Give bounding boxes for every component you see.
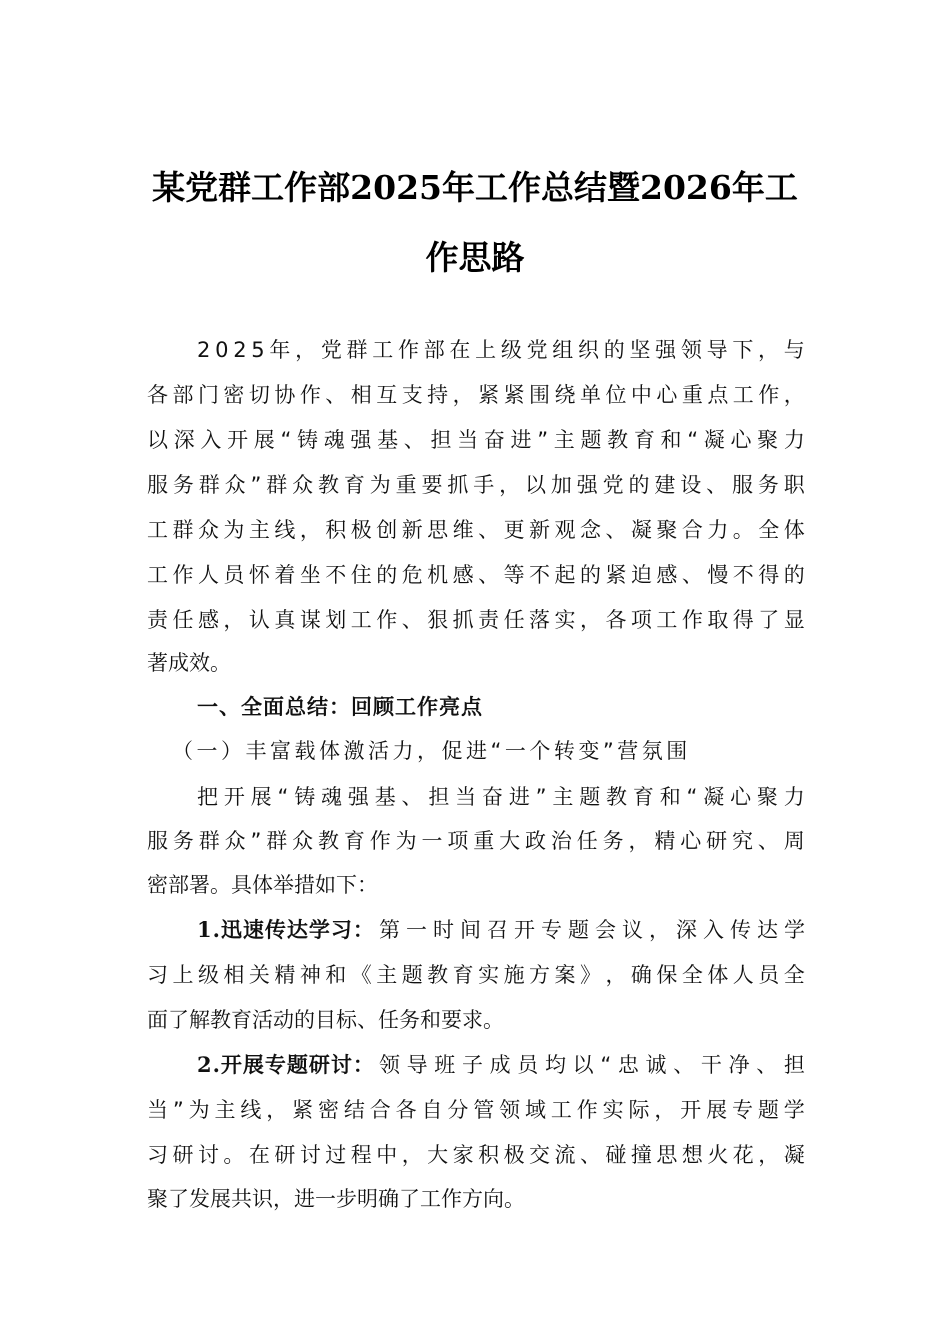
intro-paragraph-line: 以 深 入 开 展 “ 铸 魂 强 基 、 担 当 奋 进 ” 主 题 教 育 和 “ 凝 心 聚 力 xyxy=(147,428,805,452)
subsection-paragraph-line: 服 务 群 众 ” 群 众 教 育 作 为 一 项 重 大 政 治 任 务 ， 精 心 研 究 、 周 xyxy=(147,829,805,853)
document-title-line-2: 作思路 xyxy=(425,238,525,277)
intro-paragraph-line: 2 0 2 5 年 ， 党 群 工 作 部 在 上 级 党 组 织 的 坚 强 领 导 下 ， 与 xyxy=(197,338,805,362)
item-1-first-line xyxy=(197,915,805,945)
intro-paragraph-line: 服 务 群 众 ” 群 众 教 育 为 重 要 抓 手 ， 以 加 强 党 的 建 设 、 服 务 职 xyxy=(147,473,805,497)
subsection-paragraph-line: 把 开 展 “ 铸 魂 强 基 、 担 当 奋 进 ” 主 题 教 育 和 “ 凝 心 聚 力 xyxy=(197,785,805,809)
subsection-paragraph-line: 密部署。具体举措如下： xyxy=(147,873,378,897)
intro-paragraph-line: 工 群 众 为 主 线 ， 积 极 创 新 思 维 、 更 新 观 念 、 凝 聚 合 力 。 全 体 xyxy=(147,518,805,542)
intro-paragraph-line: 各 部 门 密 切 协 作 、 相 互 支 持 ， 紧 紧 围 绕 单 位 中 心 重 点 工 作 ， xyxy=(147,383,805,407)
subsection-heading: （一）丰富载体激活力，促进“一个转变”营氛围 xyxy=(172,739,691,763)
item-2-first-line xyxy=(197,1050,805,1080)
item-2-label: 2.开展专题研讨： xyxy=(197,1052,375,1077)
intro-paragraph-line: 著成效。 xyxy=(147,651,231,675)
item-2-line: 当 ” 为 主 线 ， 紧 密 结 合 各 自 分 管 领 域 工 作 实 际 ， 开 展 专 题 学 xyxy=(147,1098,805,1122)
document-title-line-1: 某党群工作部2025年工作总结暨2026年工 xyxy=(152,168,798,207)
item-1-line: 习 上 级 相 关 精 神 和 《 主 题 教 育 实 施 方 案 》 ， 确 保 全 体 人 员 全 xyxy=(147,963,805,987)
intro-paragraph-line: 责 任 感 ， 认 真 谋 划 工 作 、 狠 抓 责 任 落 实 ， 各 项 工 作 取 得 了 显 xyxy=(147,608,805,632)
intro-paragraph-line: 工 作 人 员 怀 着 坐 不 住 的 危 机 感 、 等 不 起 的 紧 迫 感 、 慢 不 得 的 xyxy=(147,563,805,587)
section-heading: 一、全面总结：回顾工作亮点 xyxy=(197,695,483,719)
item-2-line: 聚了发展共识，进一步明确了工作方向。 xyxy=(147,1187,525,1211)
item-2-line: 习 研 讨 。 在 研 讨 过 程 中 ， 大 家 积 极 交 流 、 碰 撞 思 想 火 花 ， 凝 xyxy=(147,1143,805,1167)
item-1-text: 第 一 时 间 召 开 专 题 会 议 ， 深 入 传 达 学 xyxy=(378,918,805,942)
item-2-text: 领 导 班 子 成 员 均 以 “ 忠 诚 、 干 净 、 担 xyxy=(378,1053,805,1077)
item-1-line: 面了解教育活动的目标、任务和要求。 xyxy=(147,1008,504,1032)
item-1-label: 1.迅速传达学习： xyxy=(197,917,375,942)
